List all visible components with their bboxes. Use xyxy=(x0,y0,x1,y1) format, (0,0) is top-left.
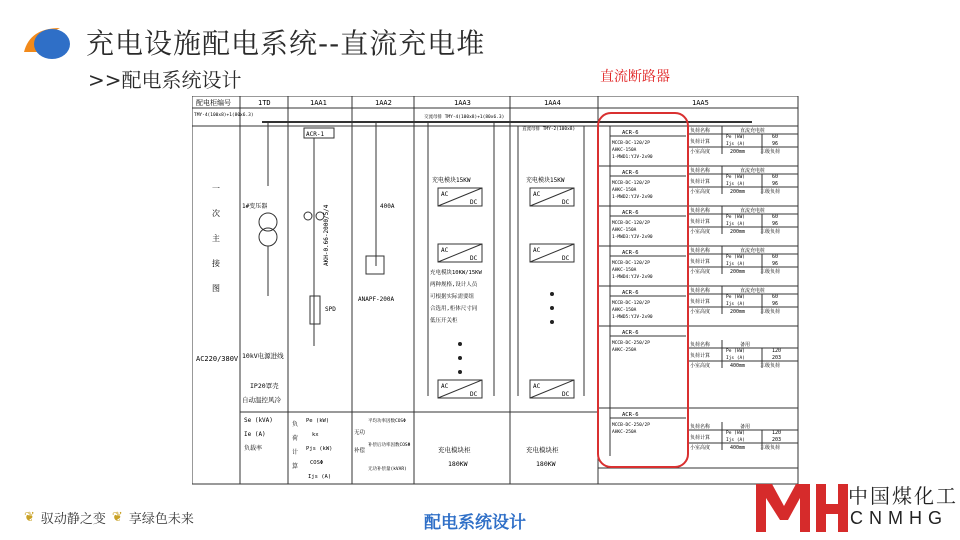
ac-label-1a: AC xyxy=(441,191,449,198)
cell-height-label: 小室高度 xyxy=(690,363,711,369)
dc-label-2a: DC xyxy=(562,199,570,206)
ijs-label: Ijs (A) xyxy=(726,302,745,307)
acr6-label: ACR-6 xyxy=(622,412,639,418)
load-name-label: 负荷名称 xyxy=(690,288,711,294)
module-note-5: 低压开关柜 xyxy=(430,318,458,324)
acr1-label: ACR-1 xyxy=(306,131,325,138)
akh-label: AKH-0.66-2000/5/4 xyxy=(323,204,330,266)
column-1AA3: 1AA3 xyxy=(454,99,471,107)
mccb-label: MCCB-DC-120/2P xyxy=(612,181,650,186)
ahkc-label: AHKC-250A xyxy=(612,348,637,353)
pe-label: Pe (kW) xyxy=(726,255,745,260)
load-calc-label: 负荷计算 xyxy=(690,435,711,441)
pe-label: Pe (kW) xyxy=(726,295,745,300)
column-1AA5: 1AA5 xyxy=(692,99,709,107)
incoming-label: 10kV电源进线 xyxy=(242,352,284,360)
page-subtitle: >>配电系统设计 xyxy=(88,68,242,92)
load-name-label: 负荷名称 xyxy=(690,248,711,254)
column-1TD: 1TD xyxy=(258,99,271,107)
ijs-label: Ijs (A) xyxy=(726,438,745,443)
cell-height-label: 小室高度 xyxy=(690,445,711,451)
ijs-label: Ijs (A) xyxy=(726,356,745,361)
load-calc-label: 负荷计算 xyxy=(690,139,711,145)
dc-breaker-highlight xyxy=(597,112,689,468)
cell-height-value: 200mm xyxy=(730,269,746,275)
cell-height-label: 小室高度 xyxy=(690,149,711,155)
ijs-label: Ijs (A) xyxy=(726,262,745,267)
dc-label-1c: DC xyxy=(470,391,478,398)
mccb-label: MCCB-DC-250/2P xyxy=(612,341,650,346)
page-title: 充电设施配电系统--直流充电堆 xyxy=(86,27,486,60)
cable-label: 1-MWD3:YJV-2x90 xyxy=(612,235,653,240)
row-char-3: 主 xyxy=(212,234,220,243)
load-rate-label: 负载率 xyxy=(244,445,263,452)
mccb-label: MCCB-DC-120/2P xyxy=(612,221,650,226)
ijs-label: Ijs (A) xyxy=(726,182,745,187)
ahkc-label: AHKC-150A xyxy=(612,148,637,153)
load-name-value: 直流充电桩 xyxy=(740,288,766,294)
dc-label-2c: DC xyxy=(562,391,570,398)
load-name-label: 负荷名称 xyxy=(690,128,711,134)
load-name-label: 负荷名称 xyxy=(690,424,711,430)
row-char-4: 接 xyxy=(212,259,220,268)
pe-value: 120 xyxy=(772,348,782,354)
mccb-label: MCCB-DC-120/2P xyxy=(612,301,650,306)
ac-label-1b: AC xyxy=(441,247,449,254)
acr6-label: ACR-6 xyxy=(622,330,639,336)
cell-height-label: 小室高度 xyxy=(690,229,711,235)
logo-swoosh-icon xyxy=(20,22,72,62)
dc-label-2b: DC xyxy=(562,255,570,262)
mccb-label: MCCB-DC-120/2P xyxy=(612,141,650,146)
cell-height-label: 小室高度 xyxy=(690,269,711,275)
cell-height-value: 200mm xyxy=(730,229,746,235)
leaf-icon-2: ❦ xyxy=(111,510,123,525)
pe-value: 60 xyxy=(772,214,779,220)
acr6-label: ACR-6 xyxy=(622,250,639,256)
pe-value: 60 xyxy=(772,174,779,180)
reactive-field-1: 平均功率因数COSΦ xyxy=(368,419,406,424)
brand-name-en: CNMHG xyxy=(850,508,948,528)
load-name-value: 直流充电桩 xyxy=(740,168,766,174)
ip20-label: IP20罩壳 xyxy=(250,382,279,390)
ijs-label: Ijs (A) xyxy=(726,222,745,227)
cable-label: 1-MWD5:YJV-2x90 xyxy=(612,315,653,320)
cell-height-value: 200mm xyxy=(730,309,746,315)
ie-label: Ie (A) xyxy=(244,431,266,438)
pe-label: Pe (kW) xyxy=(726,349,745,354)
cell-height-value: 400mm xyxy=(730,363,746,369)
load-name-label: 负荷名称 xyxy=(690,208,711,214)
ijs-value: 96 xyxy=(772,181,779,187)
module-note-2: 两种规格,设计人员 xyxy=(430,282,478,288)
mccb-label: MCCB-DC-120/2P xyxy=(612,261,650,266)
load-name-value: 备用 xyxy=(740,424,751,430)
ijs-value: 96 xyxy=(772,141,779,147)
cable-label: 1-MWD1:YJV-2x90 xyxy=(612,155,653,160)
amp400-label: 400A xyxy=(380,203,395,210)
module-15kw-label-2: 充电模块15KW xyxy=(526,177,565,184)
ac-label-2c: AC xyxy=(533,383,541,390)
load-grade-value: 三级负荷 xyxy=(760,269,781,275)
ijs-value: 203 xyxy=(772,355,782,361)
module-note-4: 合选用,柜体尺寸同 xyxy=(430,306,478,312)
se-label: Se (kVA) xyxy=(244,417,273,424)
load-calc-label: 负荷计算 xyxy=(690,219,711,225)
ac-label-1c: AC xyxy=(441,383,449,390)
pe-value: 60 xyxy=(772,254,779,260)
load-grade-value: 三级负荷 xyxy=(760,309,781,315)
column-1AA1: 1AA1 xyxy=(310,99,327,107)
spd-label: SPD xyxy=(325,306,336,313)
header-cabinet-id: 配电柜编号 xyxy=(196,99,231,107)
reactive-field-3: 无功补偿量(kVAR) xyxy=(368,467,407,472)
load-calc-char-1: 负 xyxy=(292,421,299,428)
pe-label: Pe (kW) xyxy=(726,215,745,220)
slogan-part-1: 驭动静之变 xyxy=(40,512,106,527)
load-calc-char-3: 计 xyxy=(292,449,299,456)
dc-label-1b: DC xyxy=(470,255,478,262)
ahkc-label: AHKC-150A xyxy=(612,308,637,313)
cell-height-value: 200mm xyxy=(730,189,746,195)
pe-value: 60 xyxy=(772,294,779,300)
acr6-label: ACR-6 xyxy=(622,130,639,136)
leaf-icon: ❦ xyxy=(24,510,35,525)
acr6-label: ACR-6 xyxy=(622,290,639,296)
load-calc-label: 负荷计算 xyxy=(690,299,711,305)
ahkc-label: AHKC-150A xyxy=(612,188,637,193)
reactive-char-2: 补偿 xyxy=(354,448,366,454)
footer-slogan xyxy=(24,508,194,527)
pe-value: 120 xyxy=(772,430,782,436)
kx-field: kx xyxy=(312,432,319,438)
load-calc-label: 负荷计算 xyxy=(690,179,711,185)
ijs-value: 203 xyxy=(772,437,782,443)
pe-value: 60 xyxy=(772,134,779,140)
pe-field: Pe (kW) xyxy=(306,418,330,424)
column-1AA4: 1AA4 xyxy=(544,99,561,107)
pe-label: Pe (kW) xyxy=(726,175,745,180)
ijs-label: Ijs (A) xyxy=(726,142,745,147)
ahkc-label: AHKC-250A xyxy=(612,430,637,435)
row-char-5: 图 xyxy=(212,284,220,293)
acr6-label: ACR-6 xyxy=(622,170,639,176)
ijs-value: 96 xyxy=(772,221,779,227)
pjs-field: Pjs (kW) xyxy=(306,446,333,452)
load-calc-label: 负荷计算 xyxy=(690,259,711,265)
pe-label: Pe (kW) xyxy=(726,135,745,140)
brand-name-cn: 中国煤化工 xyxy=(848,484,958,508)
cooling-label: 自动温控风冷 xyxy=(242,396,281,404)
cabinet-power-2: 180KW xyxy=(536,460,556,468)
module-note-3: 可根据实际需要组 xyxy=(430,294,475,300)
cell-height-value: 400mm xyxy=(730,445,746,451)
cell-height-label: 小室高度 xyxy=(690,189,711,195)
distribution-diagram xyxy=(192,96,800,486)
dc-breaker-callout: 直流断路器 xyxy=(600,69,670,85)
ac-label-2a: AC xyxy=(533,191,541,198)
load-name-label: 负荷名称 xyxy=(690,342,711,348)
load-name-value: 备用 xyxy=(740,342,751,348)
dc-busbar-label: 直流母排 TMY-2(100x8) xyxy=(522,127,576,132)
cabinet-label-1: 充电模块柜 xyxy=(438,446,471,454)
ahkc-label: AHKC-150A xyxy=(612,228,637,233)
row-char-1: 一 xyxy=(212,184,220,193)
load-calc-char-4: 算 xyxy=(292,463,299,470)
reactive-field-2: 补偿后功率因数COSΦ xyxy=(368,443,411,448)
cell-height-value: 200mm xyxy=(730,149,746,155)
load-name-value: 直流充电桩 xyxy=(740,128,766,134)
load-name-value: 直流充电桩 xyxy=(740,248,766,254)
slogan-part-2: 享绿色未来 xyxy=(128,512,194,527)
voltage-label: AC220/380V xyxy=(196,355,239,363)
anapf-label: ANAPF-200A xyxy=(358,296,395,303)
load-grade-value: 三级负荷 xyxy=(760,363,781,369)
ahkc-label: AHKC-150A xyxy=(612,268,637,273)
ac-busbar-label: 交流母排 TMY-4(100x8)+1(80x6.3) xyxy=(424,115,505,120)
load-grade-value: 三级负荷 xyxy=(760,189,781,195)
column-1AA2: 1AA2 xyxy=(375,99,392,107)
ac-label-2b: AC xyxy=(533,247,541,254)
load-name-value: 直流充电桩 xyxy=(740,208,766,214)
module-15kw-label-1: 充电模块15KW xyxy=(432,177,471,184)
cable-label: 1-MWD2:YJV-2x90 xyxy=(612,195,653,200)
cell-height-label: 小室高度 xyxy=(690,309,711,315)
cos-field: COSΦ xyxy=(310,460,324,466)
load-name-label: 负荷名称 xyxy=(690,168,711,174)
ijs-field: Ijs (A) xyxy=(308,474,332,480)
cable-label: 1-MWD4:YJV-2x90 xyxy=(612,275,653,280)
mccb-label: MCCB-DC-250/2P xyxy=(612,423,650,428)
dc-label-1a: DC xyxy=(470,199,478,206)
load-calc-char-2: 荷 xyxy=(292,435,299,442)
transformer-label: 1#变压器 xyxy=(242,203,268,210)
load-grade-value: 三级负荷 xyxy=(760,229,781,235)
load-grade-value: 三级负荷 xyxy=(760,149,781,155)
ijs-value: 96 xyxy=(772,301,779,307)
load-grade-value: 三级负荷 xyxy=(760,445,781,451)
header-busbar-note: TMY-4(100x8)+1(80x6.3) xyxy=(194,113,254,118)
load-calc-label: 负荷计算 xyxy=(690,353,711,359)
module-note-1: 充电模块10KW/15KW xyxy=(430,270,482,276)
reactive-char-1: 无功 xyxy=(354,430,366,436)
cabinet-power-1: 180KW xyxy=(448,460,468,468)
footer-caption: 配电系统设计 xyxy=(424,513,526,533)
ijs-value: 96 xyxy=(772,261,779,267)
cabinet-label-2: 充电模块柜 xyxy=(526,446,559,454)
acr6-label: ACR-6 xyxy=(622,210,639,216)
pe-label: Pe (kW) xyxy=(726,431,745,436)
row-char-2: 次 xyxy=(212,209,220,218)
